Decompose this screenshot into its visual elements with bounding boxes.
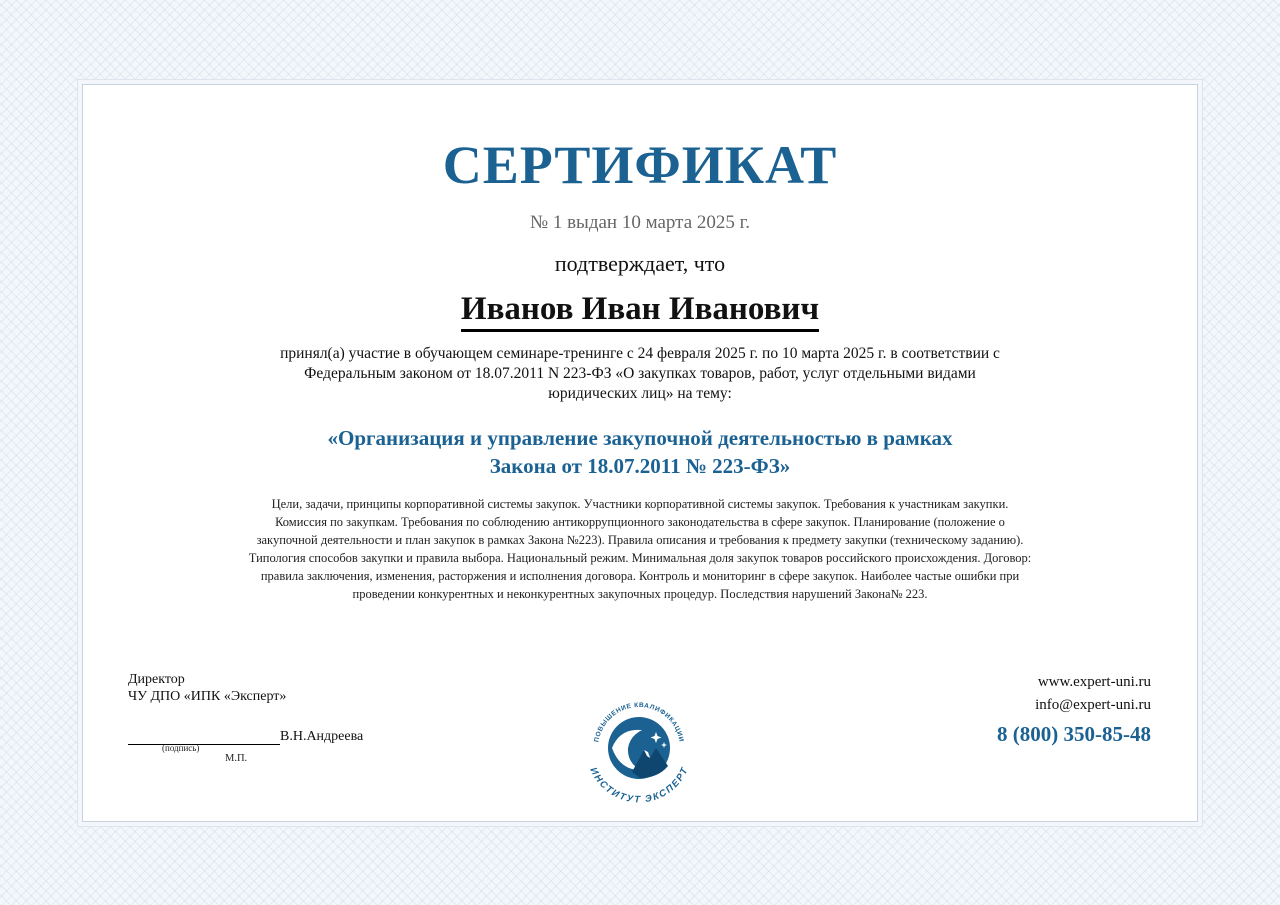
participation-line: юридических лиц» на тему: bbox=[548, 385, 732, 402]
participation-line: Федеральным законом от 18.07.2011 N 223-ФЗ «О закупках товаров, работ, услуг отдельными видами bbox=[304, 365, 976, 382]
description-line: правила заключения, изменения, расторжения и исполнения договора. Контроль и мониторинг в сфере закупок. Наиболее частые ошибки при bbox=[260, 569, 1020, 583]
contacts-block bbox=[997, 671, 1151, 747]
program-description bbox=[205, 495, 1075, 603]
description-line: Цели, задачи, принципы корпоративной системы закупок. Участники корпоративной системы закупок. Требования к участникам закупки. bbox=[271, 497, 1009, 511]
recipient-name: Иванов Иван Иванович bbox=[461, 290, 819, 332]
logo-bottom-text: ИНСТИТУТ ЭКСПЕРТ bbox=[587, 765, 691, 804]
director-organization: ЧУ ДПО «ИПК «Эксперт» bbox=[128, 689, 287, 704]
description-line: проведении конкурентных и неконкурентных закупочных процедур. Последствия нарушений Закона№ 223. bbox=[352, 587, 928, 601]
logo-top-text: ПОВЫШЕНИЕ КВАЛИФИКАЦИИ bbox=[593, 701, 685, 743]
description-line: Комиссия по закупкам. Требования по соблюдению антикоррупционного законодательства в сфере закупок. Планирование (положение о bbox=[275, 515, 1005, 529]
description-line: закупочной деятельности и план закупок в рамках Закона №223). Правила описания и требования к предмету закупки (техническому заданию). bbox=[256, 533, 1024, 547]
recipient-name-block bbox=[0, 290, 1280, 332]
participation-line: принял(а) участие в обучающем семинаре-тренинге с 24 февраля 2025 г. по 10 марта 2025 г. в соответствии с bbox=[280, 345, 1000, 362]
topic-line: Закона от 18.07.2011 № 223-ФЗ» bbox=[489, 454, 791, 478]
director-position: Директор bbox=[128, 672, 185, 687]
seminar-topic bbox=[240, 424, 1040, 480]
topic-line: «Организация и управление закупочной деятельностью в рамках bbox=[327, 426, 953, 450]
description-line: Типология способов закупки и правила выбора. Национальный режим. Минимальная доля закупок товаров российского происхождения. Договор: bbox=[248, 551, 1032, 565]
signature-caption: (подпись) bbox=[162, 743, 200, 753]
certificate-number: № 1 выдан 10 марта 2025 г. bbox=[529, 212, 751, 233]
signature-line bbox=[128, 744, 280, 745]
confirms-text: подтверждает, что bbox=[554, 251, 726, 276]
phone-number[interactable]: 8 (800) 350-85-48 bbox=[997, 722, 1151, 746]
certificate-title: СЕРТИФИКАТ bbox=[442, 135, 838, 195]
participation-text bbox=[240, 344, 1040, 404]
signer-name: В.Н.Андреева bbox=[280, 729, 364, 744]
website-link[interactable]: www.expert-uni.ru bbox=[1037, 674, 1151, 690]
director-block bbox=[128, 671, 286, 705]
institute-logo bbox=[580, 686, 698, 804]
email-link[interactable]: info@expert-uni.ru bbox=[1035, 697, 1151, 713]
stamp-caption: М.П. bbox=[225, 753, 248, 764]
